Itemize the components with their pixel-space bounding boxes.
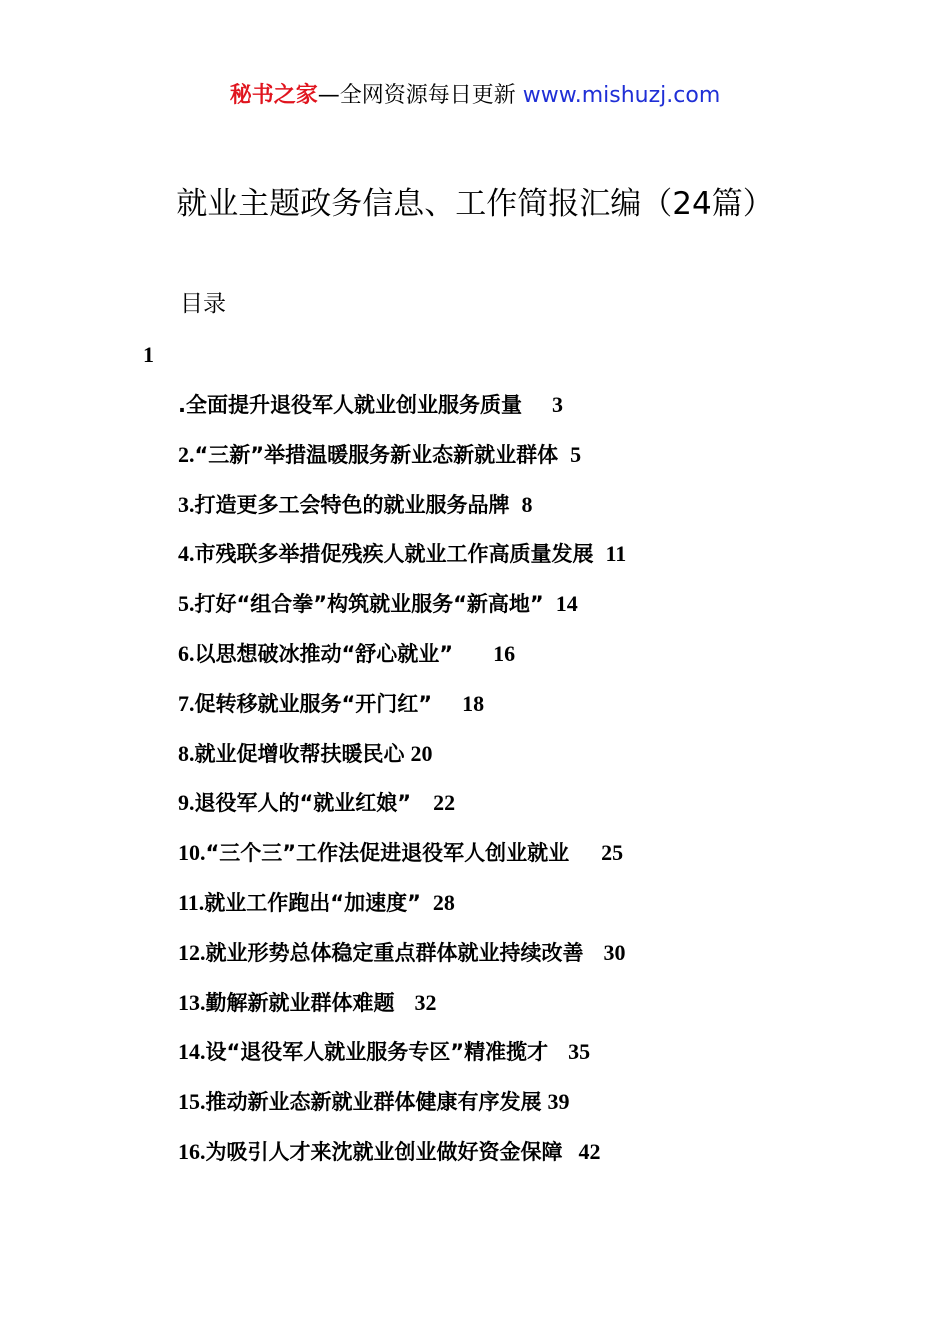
toc-entry-title: “三个三”工作法促进退役军人创业就业 <box>205 841 570 866</box>
toc-entry-number: 15. <box>178 1089 206 1115</box>
toc-entry[interactable] <box>178 737 626 787</box>
toc-entry-number: 5. <box>178 591 195 617</box>
toc-entry-page: 3 <box>551 392 563 417</box>
toc-entry-page: 20 <box>410 740 433 766</box>
toc-entry-number: 14. <box>178 1039 206 1065</box>
toc-entry-page: 8 <box>521 491 533 517</box>
toc-entry-title: 市残联多举措促残疾人就业工作高质量发展 <box>194 542 594 567</box>
toc-entry-page: 42 <box>578 1138 601 1164</box>
toc-entry[interactable] <box>178 637 626 687</box>
toc-entry-page: 11 <box>605 541 627 567</box>
toc-entry-page: 16 <box>493 640 516 666</box>
toc-entry-page: 18 <box>462 690 485 716</box>
toc-entry-page: 25 <box>601 840 624 866</box>
toc-entry[interactable] <box>178 886 626 936</box>
toc-entry-page: 28 <box>432 889 455 915</box>
toc-entry-title: 就业促增收帮扶暖民心 <box>194 741 405 766</box>
document-title: 就业主题政务信息、工作简报汇编（24篇） <box>176 186 774 222</box>
toc-entry-title: 就业形势总体稳定重点群体就业持续改善 <box>205 940 584 965</box>
toc-entry-page: 39 <box>547 1089 570 1115</box>
toc-entry-number: 16. <box>178 1138 206 1164</box>
table-of-contents <box>178 388 626 1185</box>
toc-entry[interactable] <box>178 1135 626 1185</box>
toc-entry-page: 5 <box>570 441 582 467</box>
header-slogan: —全网资源每日更新 <box>317 83 516 108</box>
toc-entry-title: 设“退役军人就业服务专区”精准揽才 <box>205 1040 549 1065</box>
toc-stray-number: 1 <box>143 342 154 367</box>
brand-name: 秘书之家 <box>229 83 318 108</box>
toc-entry-title: 为吸引人才来沈就业创业做好资金保障 <box>205 1139 563 1164</box>
toc-entry-number: 4. <box>178 541 195 567</box>
toc-entry-number: 7. <box>178 690 195 716</box>
toc-entry-page: 35 <box>568 1039 591 1065</box>
toc-entry-page: 14 <box>555 591 578 617</box>
toc-entry-page: 32 <box>414 989 437 1015</box>
toc-entry[interactable] <box>178 1035 626 1085</box>
toc-entry-number: 11. <box>178 889 205 915</box>
toc-entry-title: 促转移就业服务“开门红” <box>194 691 433 716</box>
toc-entry-title: .全面提升退役军人就业创业服务质量 <box>178 393 522 417</box>
toc-entry-number: 10. <box>178 840 206 866</box>
toc-entry[interactable] <box>178 388 626 438</box>
toc-heading: 目录 <box>180 291 226 317</box>
toc-entry[interactable] <box>178 1085 626 1135</box>
toc-entry[interactable] <box>178 836 626 886</box>
toc-entry[interactable] <box>178 488 626 538</box>
toc-entry-title: 勤解新就业群体难题 <box>205 990 395 1015</box>
toc-entry-page: 30 <box>603 939 626 965</box>
toc-entry-title: 以思想破冰推动“舒心就业” <box>194 641 454 666</box>
toc-entry-title: “三新”举措温暖服务新业态新就业群体 <box>194 442 559 467</box>
toc-entry[interactable] <box>178 687 626 737</box>
toc-entry-number: 3. <box>178 491 195 517</box>
toc-entry-number: 9. <box>178 790 195 816</box>
toc-entry-title: 打造更多工会特色的就业服务品牌 <box>194 492 510 517</box>
site-url-link[interactable]: www.mishuzj.com <box>522 83 721 108</box>
toc-entry-number: 2. <box>178 441 195 467</box>
toc-entry-number: 13. <box>178 989 206 1015</box>
toc-entry[interactable] <box>178 537 626 587</box>
toc-entry[interactable] <box>178 786 626 836</box>
toc-entry[interactable] <box>178 986 626 1036</box>
toc-entry-title: 退役军人的“就业红娘” <box>194 791 412 816</box>
toc-entry-page: 22 <box>433 790 456 816</box>
toc-entry-title: 打好“组合拳”构筑就业服务“新高地” <box>194 592 544 617</box>
toc-entry-number: 8. <box>178 740 195 766</box>
toc-entry[interactable] <box>178 438 626 488</box>
toc-entry[interactable] <box>178 936 626 986</box>
toc-entry[interactable] <box>178 587 626 637</box>
toc-entry-title: 就业工作跑出“加速度” <box>204 890 421 915</box>
site-header <box>0 80 950 112</box>
toc-entry-number: 6. <box>178 640 195 666</box>
toc-entry-number: 12. <box>178 939 206 965</box>
toc-entry-title: 推动新业态新就业群体健康有序发展 <box>205 1090 542 1115</box>
